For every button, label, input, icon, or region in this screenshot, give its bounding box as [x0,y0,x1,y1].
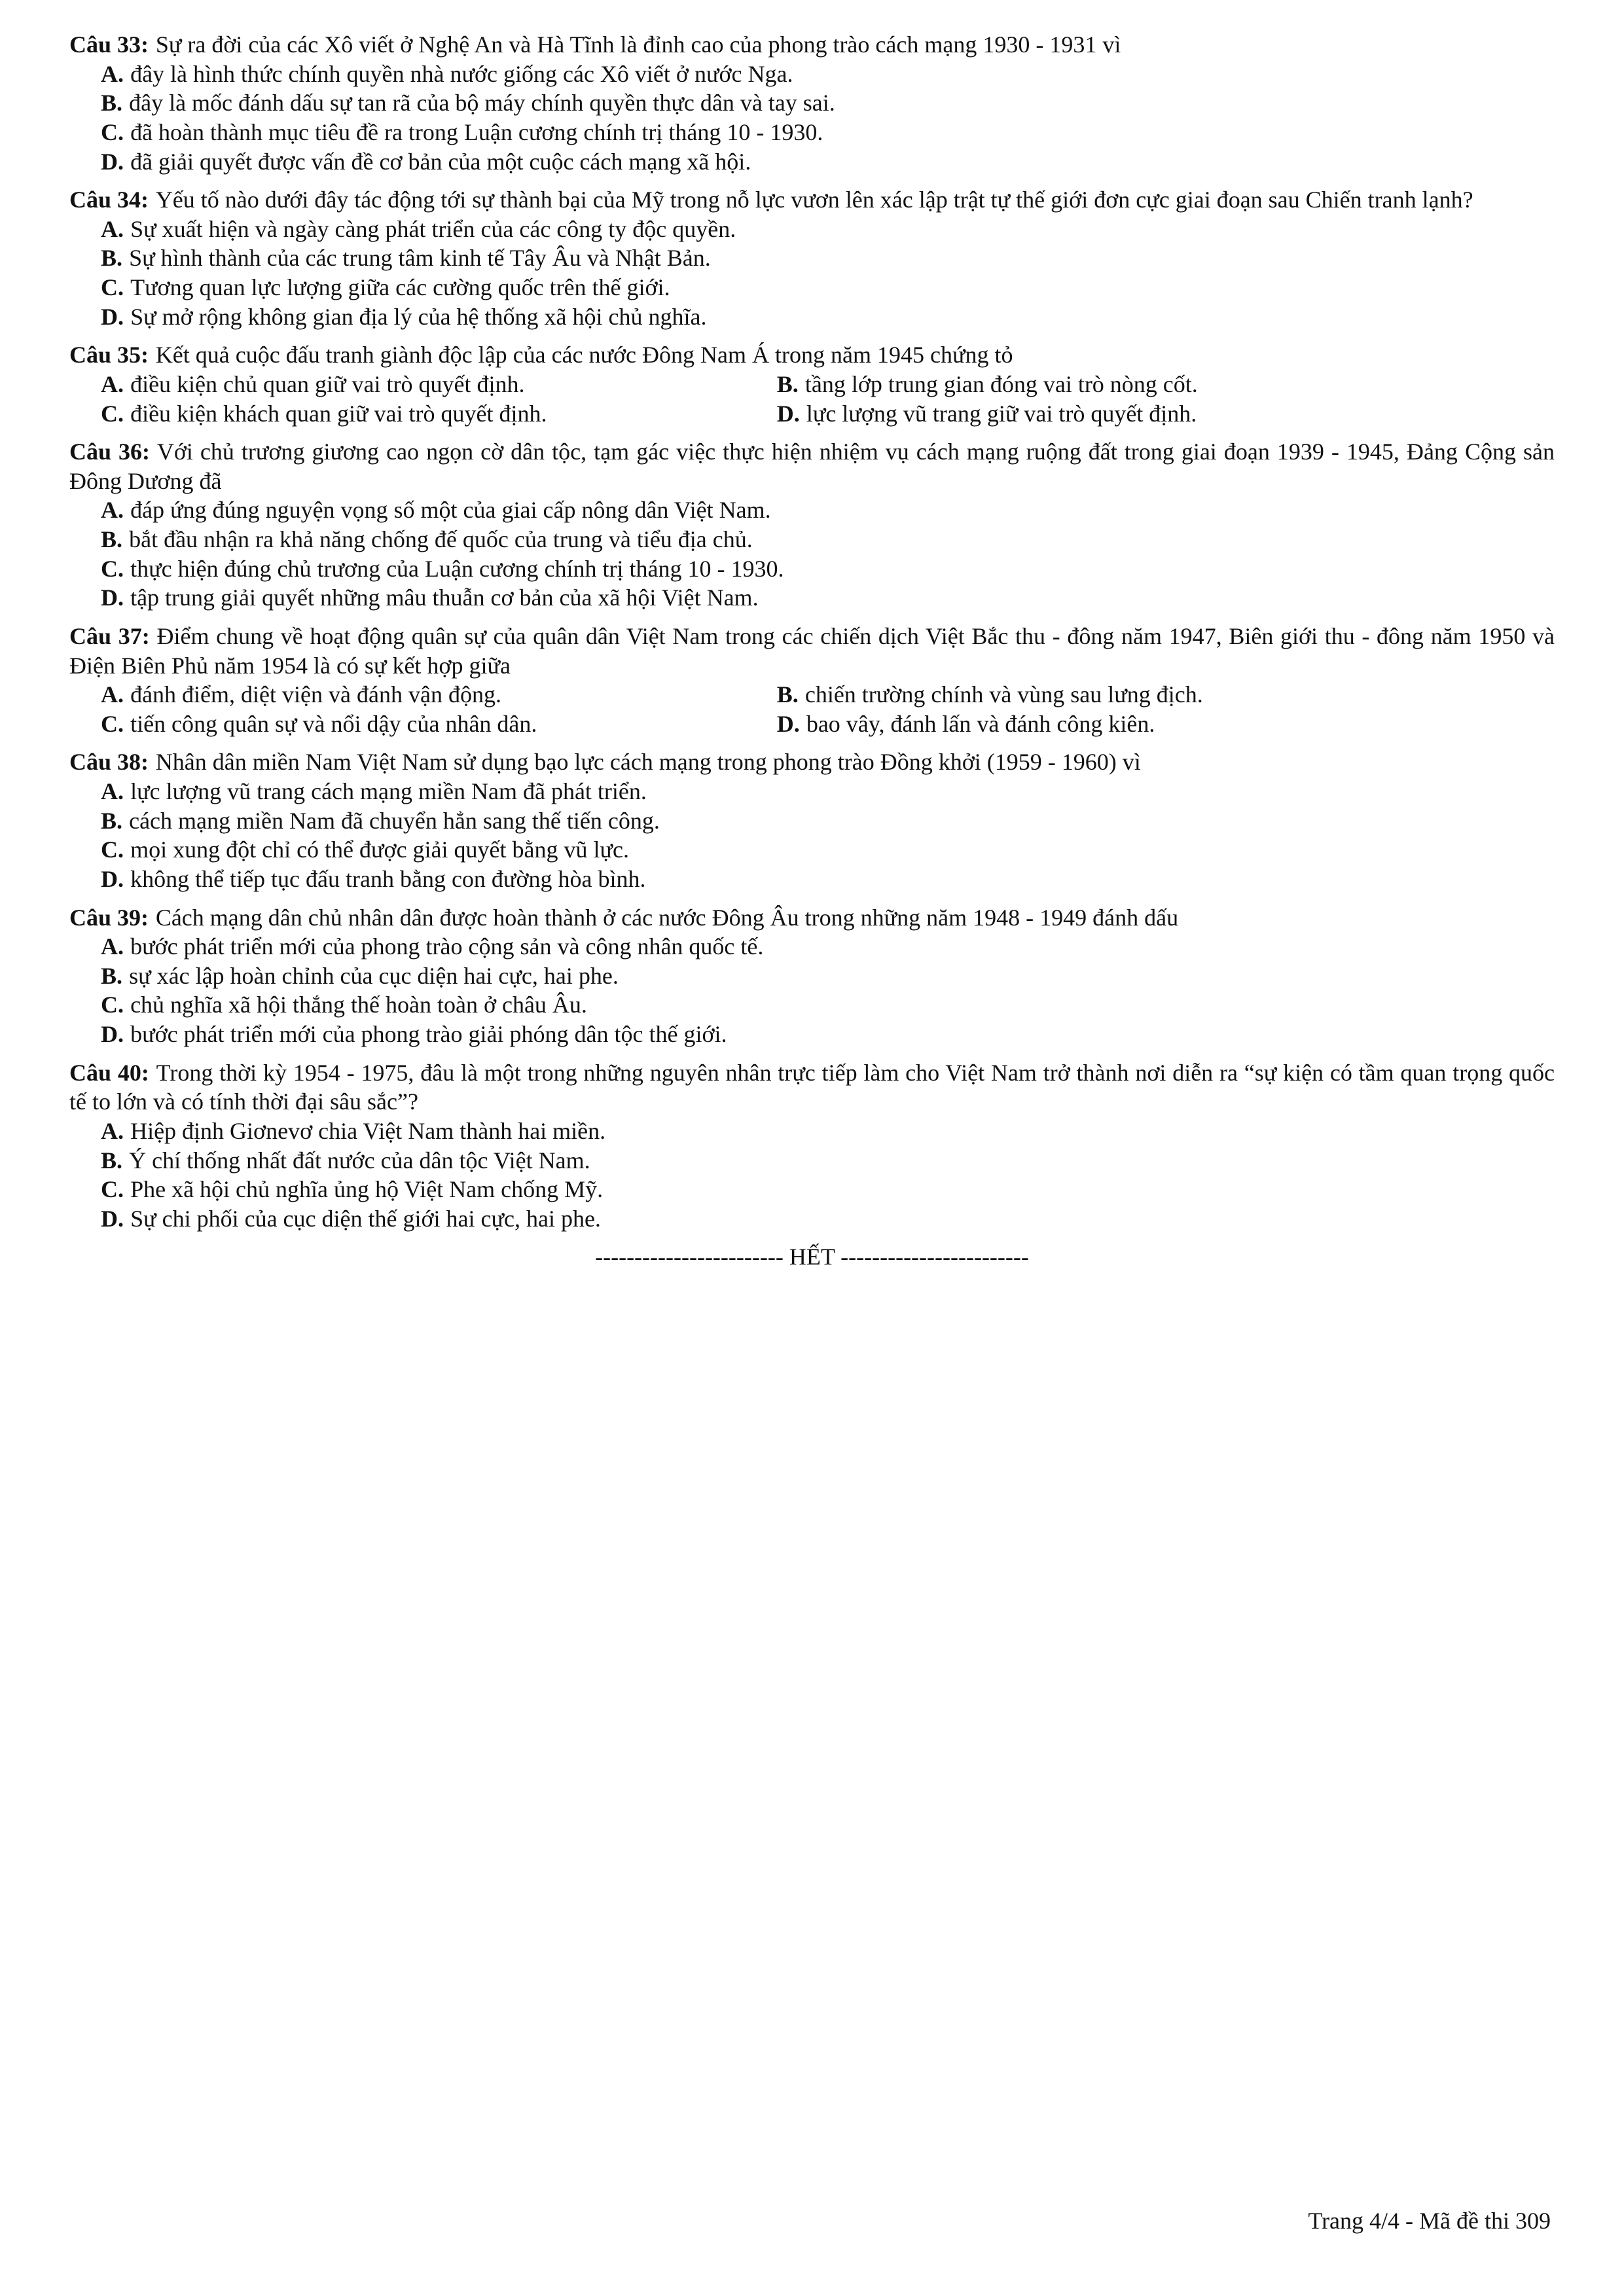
option-text: điều kiện chủ quan giữ vai trò quyết định. [130,370,525,397]
answer-option [101,680,777,709]
answer-option [101,777,1555,806]
option-letter: D. [101,1205,124,1232]
option-letter: A. [101,681,124,708]
option-text: Phe xã hội chủ nghĩa ủng hộ Việt Nam chống Mỹ. [130,1176,604,1203]
option-letter: C. [101,555,124,582]
question-stem [69,30,1555,60]
option-letter: A. [101,778,124,804]
option-text: sự xác lập hoàn chỉnh của cục diện hai cực, hai phe. [129,962,619,989]
option-letter: C. [101,118,124,145]
option-text: Sự xuất hiện và ngày càng phát triển của các công ty độc quyền. [130,215,736,242]
question-stem [69,1058,1555,1117]
option-letter: A. [101,370,124,397]
answer-option [101,990,1555,1020]
answer-option [101,273,1555,302]
question [69,903,1555,1049]
answer-option [101,1020,1555,1049]
option-text: bước phát triển mới của phong trào cộng sản và công nhân quốc tế. [130,933,764,960]
answer-option [777,370,1555,399]
option-letter: A. [101,1117,124,1144]
page-footer: Trang 4/4 - Mã đề thi 309 [1308,2208,1551,2234]
option-letter: C. [101,710,124,737]
answer-option [101,88,1555,118]
options-group [69,777,1555,894]
option-letter: D. [776,400,800,427]
question-stem [69,340,1555,370]
option-text: thực hiện đúng chủ trương của Luận cương chính trị tháng 10 - 1930. [130,555,784,582]
option-text: lực lượng vũ trang cách mạng miền Nam đã phát triển. [130,778,647,804]
answer-option [101,525,1555,554]
answer-option [101,1146,1555,1175]
options-group [69,370,1555,428]
question [69,747,1555,893]
answer-option [101,961,1555,991]
option-letter: A. [101,933,124,960]
answer-option [101,554,1555,584]
option-text: không thể tiếp tục đấu tranh bằng con đường hòa bình. [130,865,646,892]
question [69,437,1555,613]
answer-option [101,1204,1555,1234]
option-text: đã giải quyết được vấn đề cơ bản của một cuộc cách mạng xã hội. [130,148,751,175]
answer-option [101,932,1555,961]
options-group [69,680,1555,738]
option-letter: C. [101,274,124,300]
option-text: bước phát triển mới của phong trào giải phóng dân tộc thế giới. [130,1021,727,1047]
question-text: Kết quả cuộc đấu tranh giành độc lập của các nước Đông Nam Á trong năm 1945 chứng tỏ [155,342,1013,368]
answer-option [101,370,777,399]
option-text: lực lượng vũ trang giữ vai trò quyết định. [806,400,1197,427]
question-number: Câu 39: [69,904,149,931]
option-letter: C. [101,400,124,427]
option-text: Sự mở rộng không gian địa lý của hệ thống xã hội chủ nghĩa. [130,303,707,330]
question-stem [69,185,1555,215]
question [69,622,1555,739]
question-number: Câu 33: [69,31,149,58]
option-text: tập trung giải quyết những mâu thuẫn cơ bản của xã hội Việt Nam. [130,584,759,611]
answer-option [101,302,1555,332]
option-letter: D. [101,1021,124,1047]
answer-option [777,399,1555,429]
answer-option [777,709,1555,739]
option-letter: B. [101,90,123,117]
option-text: bắt đầu nhận ra khả năng chống đế quốc của trung và tiểu địa chủ. [129,526,753,552]
answer-option [101,1117,1555,1146]
option-text: bao vây, đánh lấn và đánh công kiên. [806,710,1155,737]
option-text: tiến công quân sự và nổi dậy của nhân dân. [130,710,537,737]
answer-option [101,835,1555,865]
option-letter: A. [101,215,124,242]
option-letter: B. [101,526,123,552]
option-text: chủ nghĩa xã hội thắng thế hoàn toàn ở châu Âu. [130,992,587,1018]
question-stem [69,437,1555,495]
options-group [69,1117,1555,1234]
question-text: Điểm chung về hoạt động quân sự của quân dân Việt Nam trong các chiến dịch Việt Bắc thu - đông năm 1947, Biên giới thu - đông năm 1950 và Điện Biên Phủ năm 1954 là có sự kết hợp giữa [69,622,1555,679]
question-number: Câu 35: [69,342,149,368]
option-letter: B. [776,370,799,397]
option-letter: B. [776,681,799,708]
answer-option [101,243,1555,273]
option-text: đánh điểm, diệt viện và đánh vận động. [130,681,501,708]
question-text: Yếu tố nào dưới đây tác động tới sự thành bại của Mỹ trong nỗ lực vươn lên xác lập trật tự thế giới đơn cực giai đoạn sau Chiến tranh lạnh? [155,187,1473,213]
option-letter: D. [101,303,124,330]
answer-option [101,1175,1555,1204]
question-text: Trong thời kỳ 1954 - 1975, đâu là một trong những nguyên nhân trực tiếp làm cho Việt Nam trở thành nơi diễn ra “sự kiện có tầm quan trọng quốc tế to lớn và có tính thời đại sâu sắc”? [69,1059,1555,1115]
answer-option [101,147,1555,177]
answer-option [101,495,1555,525]
question-text: Sự ra đời của các Xô viết ở Nghệ An và Hà Tĩnh là đỉnh cao của phong trào cách mạng 1930 - 1931 vì [155,31,1121,58]
options-group [69,60,1555,177]
answer-option [101,215,1555,244]
answer-option [101,865,1555,894]
question-text: Nhân dân miền Nam Việt Nam sử dụng bạo lực cách mạng trong phong trào Đồng khởi (1959 - 1960) vì [155,749,1141,776]
option-letter: B. [101,962,123,989]
option-text: Tương quan lực lượng giữa các cường quốc trên thế giới. [130,274,670,300]
option-letter: C. [101,992,124,1018]
answer-option [101,399,777,429]
option-text: đã hoàn thành mục tiêu đề ra trong Luận cương chính trị tháng 10 - 1930. [130,118,823,145]
option-letter: C. [101,1176,124,1203]
answer-option [777,680,1555,709]
option-letter: A. [101,497,124,524]
option-text: chiến trường chính và vùng sau lưng địch. [804,681,1203,708]
question-number: Câu 34: [69,187,149,213]
option-letter: A. [101,60,124,87]
end-of-exam-marker: ------------------------ HẾT ------------------------ [595,1244,1029,1270]
answer-option [101,709,777,739]
question-stem [69,622,1555,680]
option-text: Sự hình thành của các trung tâm kinh tế Tây Âu và Nhật Bản. [129,245,711,272]
options-group [69,215,1555,332]
question-text: Cách mạng dân chủ nhân dân được hoàn thành ở các nước Đông Âu trong những năm 1948 - 1949 đánh dấu [155,904,1179,931]
option-text: đây là mốc đánh dấu sự tan rã của bộ máy chính quyền thực dân và tay sai. [129,90,835,117]
option-letter: D. [101,148,124,175]
option-text: Hiệp định Giơnevơ chia Việt Nam thành hai miền. [130,1117,606,1144]
option-letter: D. [101,865,124,892]
question-number: Câu 40: [69,1059,149,1086]
option-text: tầng lớp trung gian đóng vai trò nòng cốt. [804,370,1198,397]
options-group [69,495,1555,613]
question-text: Với chủ trương giương cao ngọn cờ dân tộc, tạm gác việc thực hiện nhiệm vụ cách mạng ruộng đất trong giai đoạn 1939 - 1945, Đảng Cộng sản Đông Dương đã [69,439,1555,494]
option-text: Sự chi phối của cục diện thế giới hai cực, hai phe. [130,1205,601,1232]
option-text: Ý chí thống nhất đất nước của dân tộc Việt Nam. [129,1147,590,1174]
question-number: Câu 36: [69,439,151,465]
question [69,1058,1555,1234]
answer-option [101,583,1555,613]
option-letter: B. [101,245,123,272]
option-text: cách mạng miền Nam đã chuyển hẳn sang thế tiến công. [129,807,660,834]
question-list [69,30,1555,1272]
question-stem [69,903,1555,933]
answer-option [101,118,1555,147]
option-letter: D. [101,584,124,611]
question-number: Câu 38: [69,749,149,776]
answer-option [101,806,1555,836]
options-group [69,932,1555,1049]
option-letter: B. [101,1147,123,1174]
option-text: đây là hình thức chính quyền nhà nước giống các Xô viết ở nước Nga. [130,60,793,87]
question-stem [69,747,1555,777]
option-text: đáp ứng đúng nguyện vọng số một của giai cấp nông dân Việt Nam. [130,497,771,524]
option-letter: D. [776,710,800,737]
question [69,185,1555,331]
question-number: Câu 37: [69,622,150,649]
option-letter: B. [101,807,123,834]
question [69,30,1555,176]
question [69,340,1555,428]
option-text: mọi xung đột chỉ có thể được giải quyết bằng vũ lực. [130,836,629,863]
option-text: điều kiện khách quan giữ vai trò quyết định. [130,400,547,427]
option-letter: C. [101,836,124,863]
answer-option [101,60,1555,89]
